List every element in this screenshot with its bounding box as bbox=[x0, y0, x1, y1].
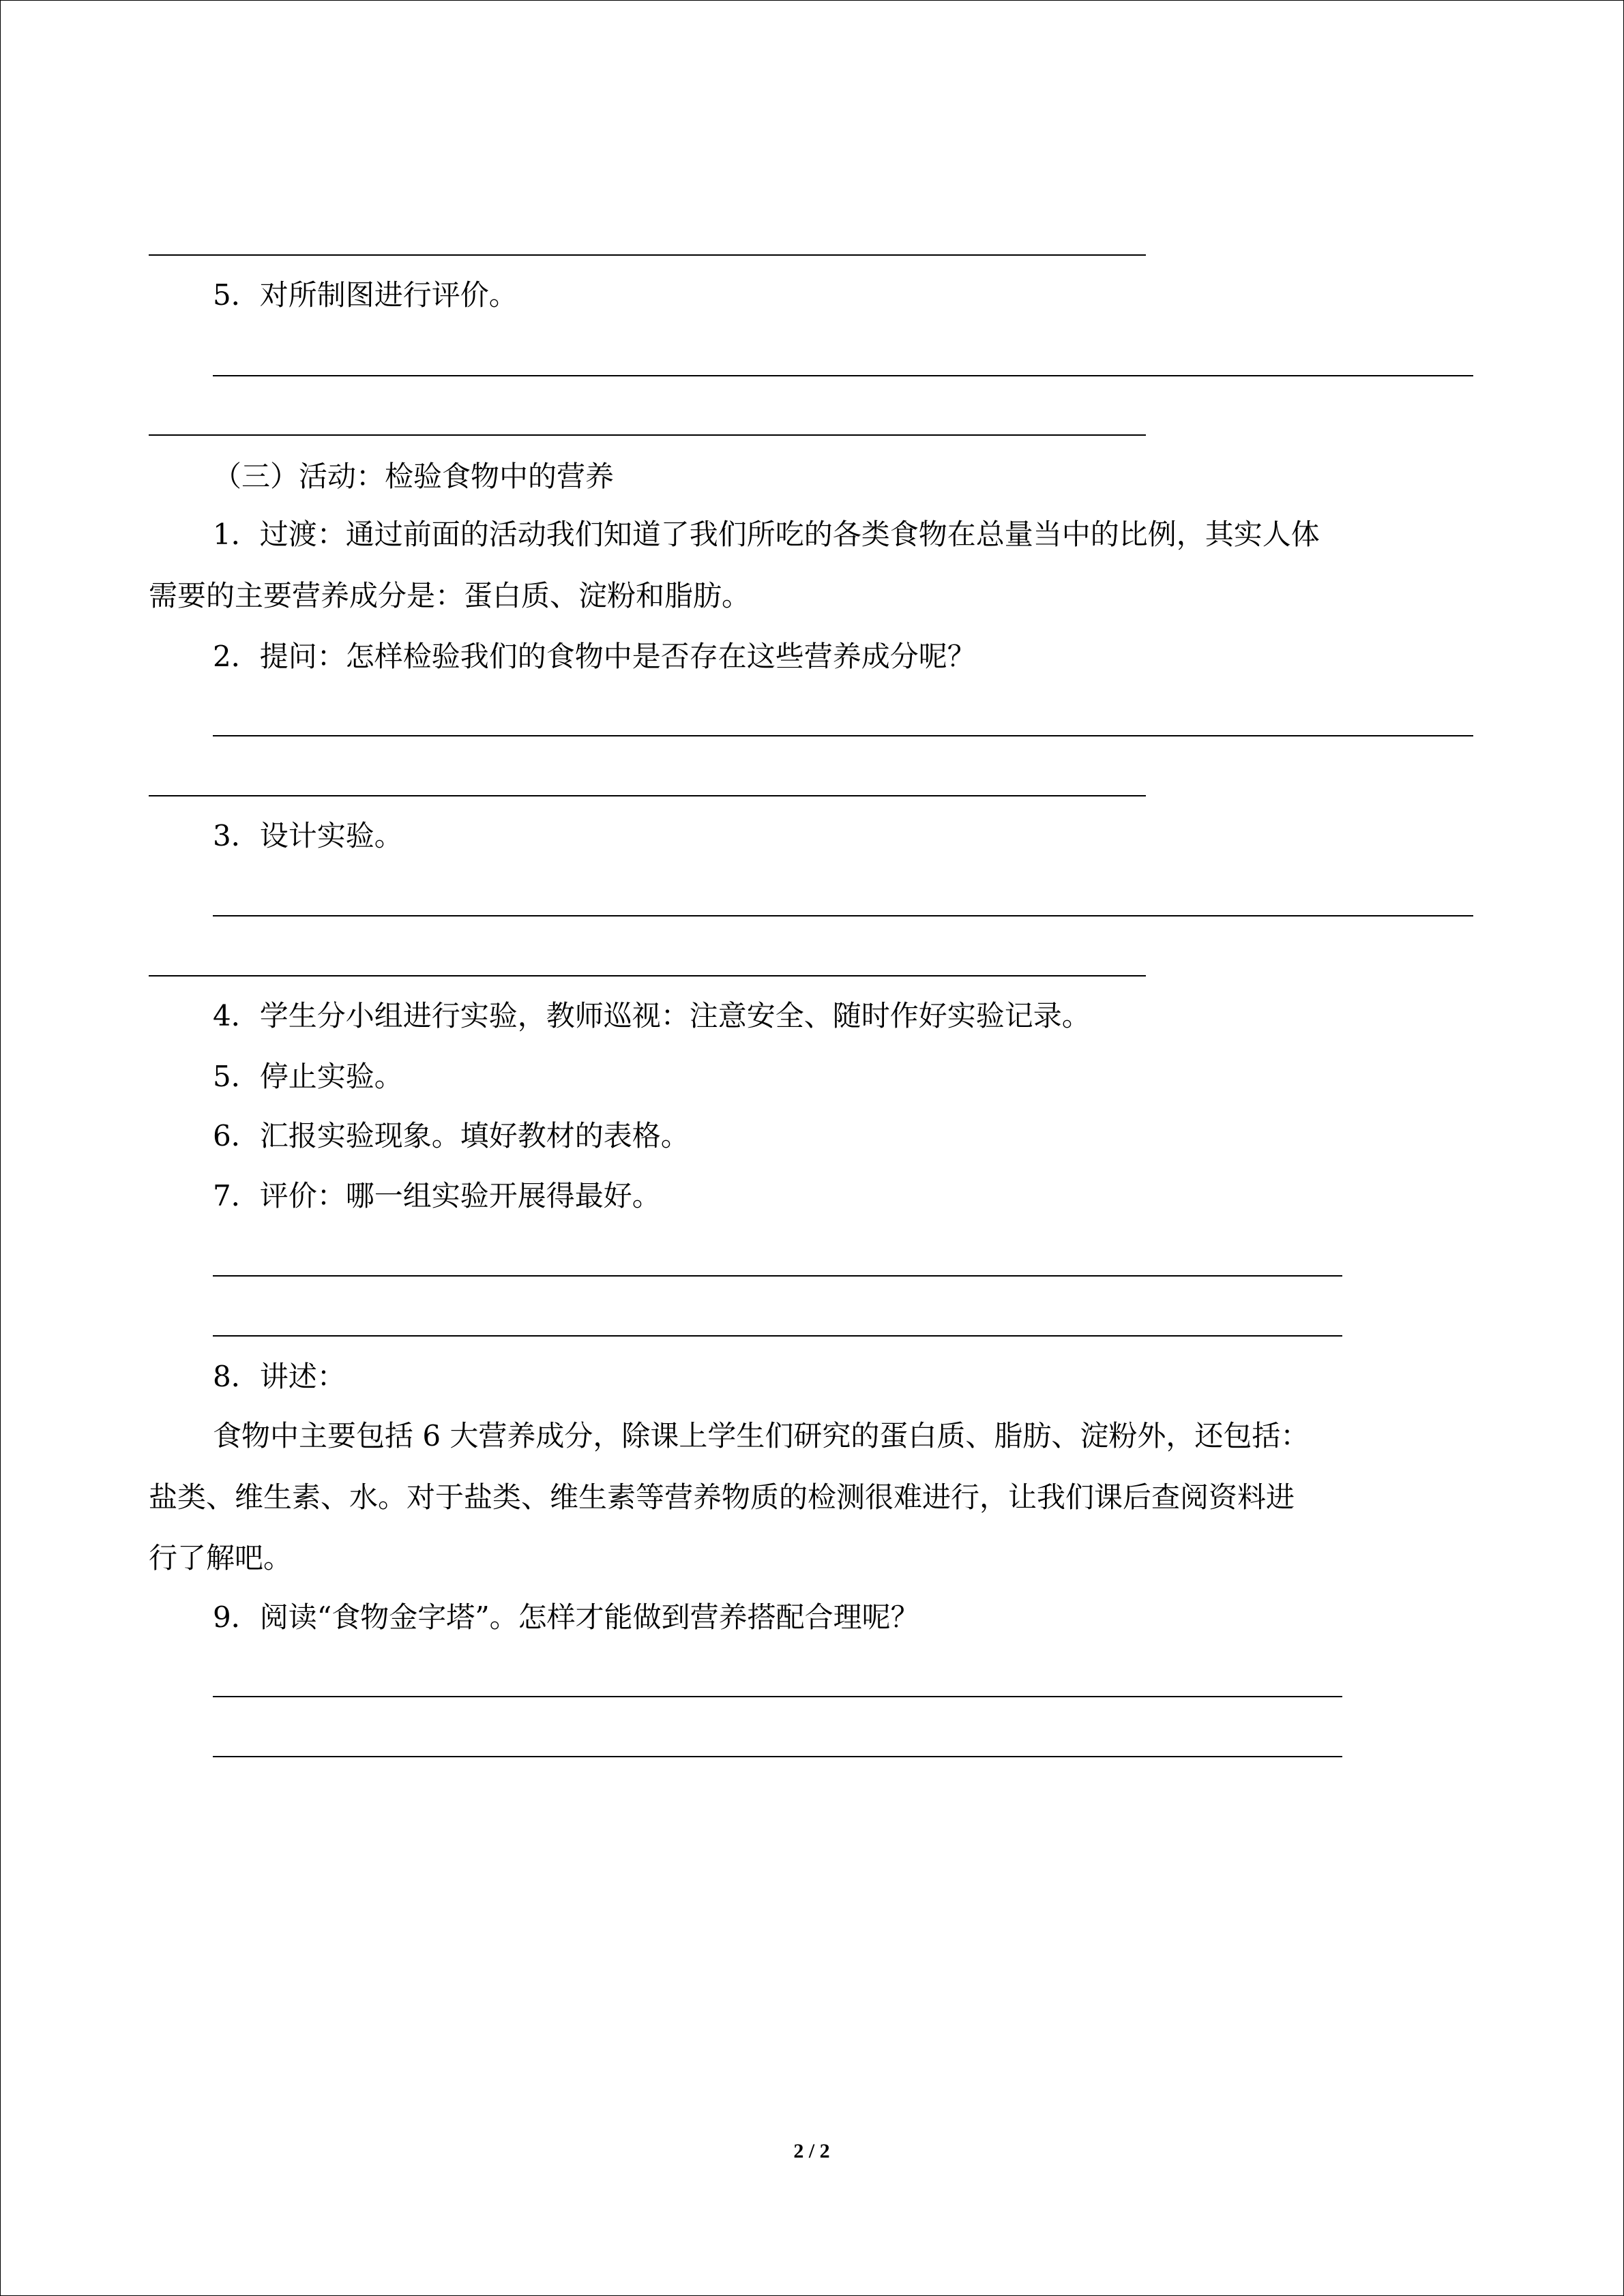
answer-line bbox=[213, 1756, 1342, 1757]
answer-line bbox=[213, 915, 1473, 916]
answer-line bbox=[213, 1696, 1342, 1697]
paragraph-line: 1．过渡：通过前面的活动我们知道了我们所吃的各类食物在总量当中的比例，其实人体 bbox=[213, 518, 1320, 551]
list-item: 7．评价：哪一组实验开展得最好。 bbox=[213, 1179, 661, 1212]
answer-line bbox=[213, 1275, 1342, 1277]
paragraph-line: 盐类、维生素、水。对于盐类、维生素等营养物质的检测很难进行，让我们课后查阅资料进 bbox=[149, 1480, 1295, 1514]
list-item: 5．停止实验。 bbox=[213, 1060, 403, 1093]
paragraph-line: 需要的主要营养成分是：蛋白质、淀粉和脂肪。 bbox=[149, 579, 751, 612]
answer-line bbox=[149, 795, 1146, 796]
question-line: 3．设计实验。 bbox=[213, 819, 403, 852]
section-title: （三）活动：检验食物中的营养 bbox=[213, 460, 615, 493]
answer-line bbox=[149, 254, 1146, 256]
answer-line bbox=[149, 434, 1146, 436]
list-item: 8．讲述： bbox=[213, 1360, 346, 1393]
answer-line bbox=[213, 375, 1473, 376]
list-item: 6．汇报实验现象。填好教材的表格。 bbox=[213, 1119, 690, 1152]
answer-line bbox=[149, 975, 1146, 976]
answer-line bbox=[213, 1335, 1342, 1337]
question-line: 9．阅读“食物金字塔”。怎样才能做到营养搭配合理呢？ bbox=[213, 1600, 919, 1634]
paragraph-line: 食物中主要包括 6 大营养成分，除课上学生们研究的蛋白质、脂肪、淀粉外，还包括： bbox=[213, 1419, 1310, 1452]
list-item: 4．学生分小组进行实验，教师巡视：注意安全、随时作好实验记录。 bbox=[213, 999, 1091, 1032]
question-line: 2．提问：怎样检验我们的食物中是否存在这些营养成分呢？ bbox=[213, 640, 976, 673]
answer-line bbox=[213, 735, 1473, 736]
page-number: 2 / 2 bbox=[793, 2140, 830, 2162]
question-evaluate-drawing: 5．对所制图进行评价。 bbox=[213, 278, 518, 312]
paragraph-line: 行了解吧。 bbox=[149, 1541, 293, 1575]
